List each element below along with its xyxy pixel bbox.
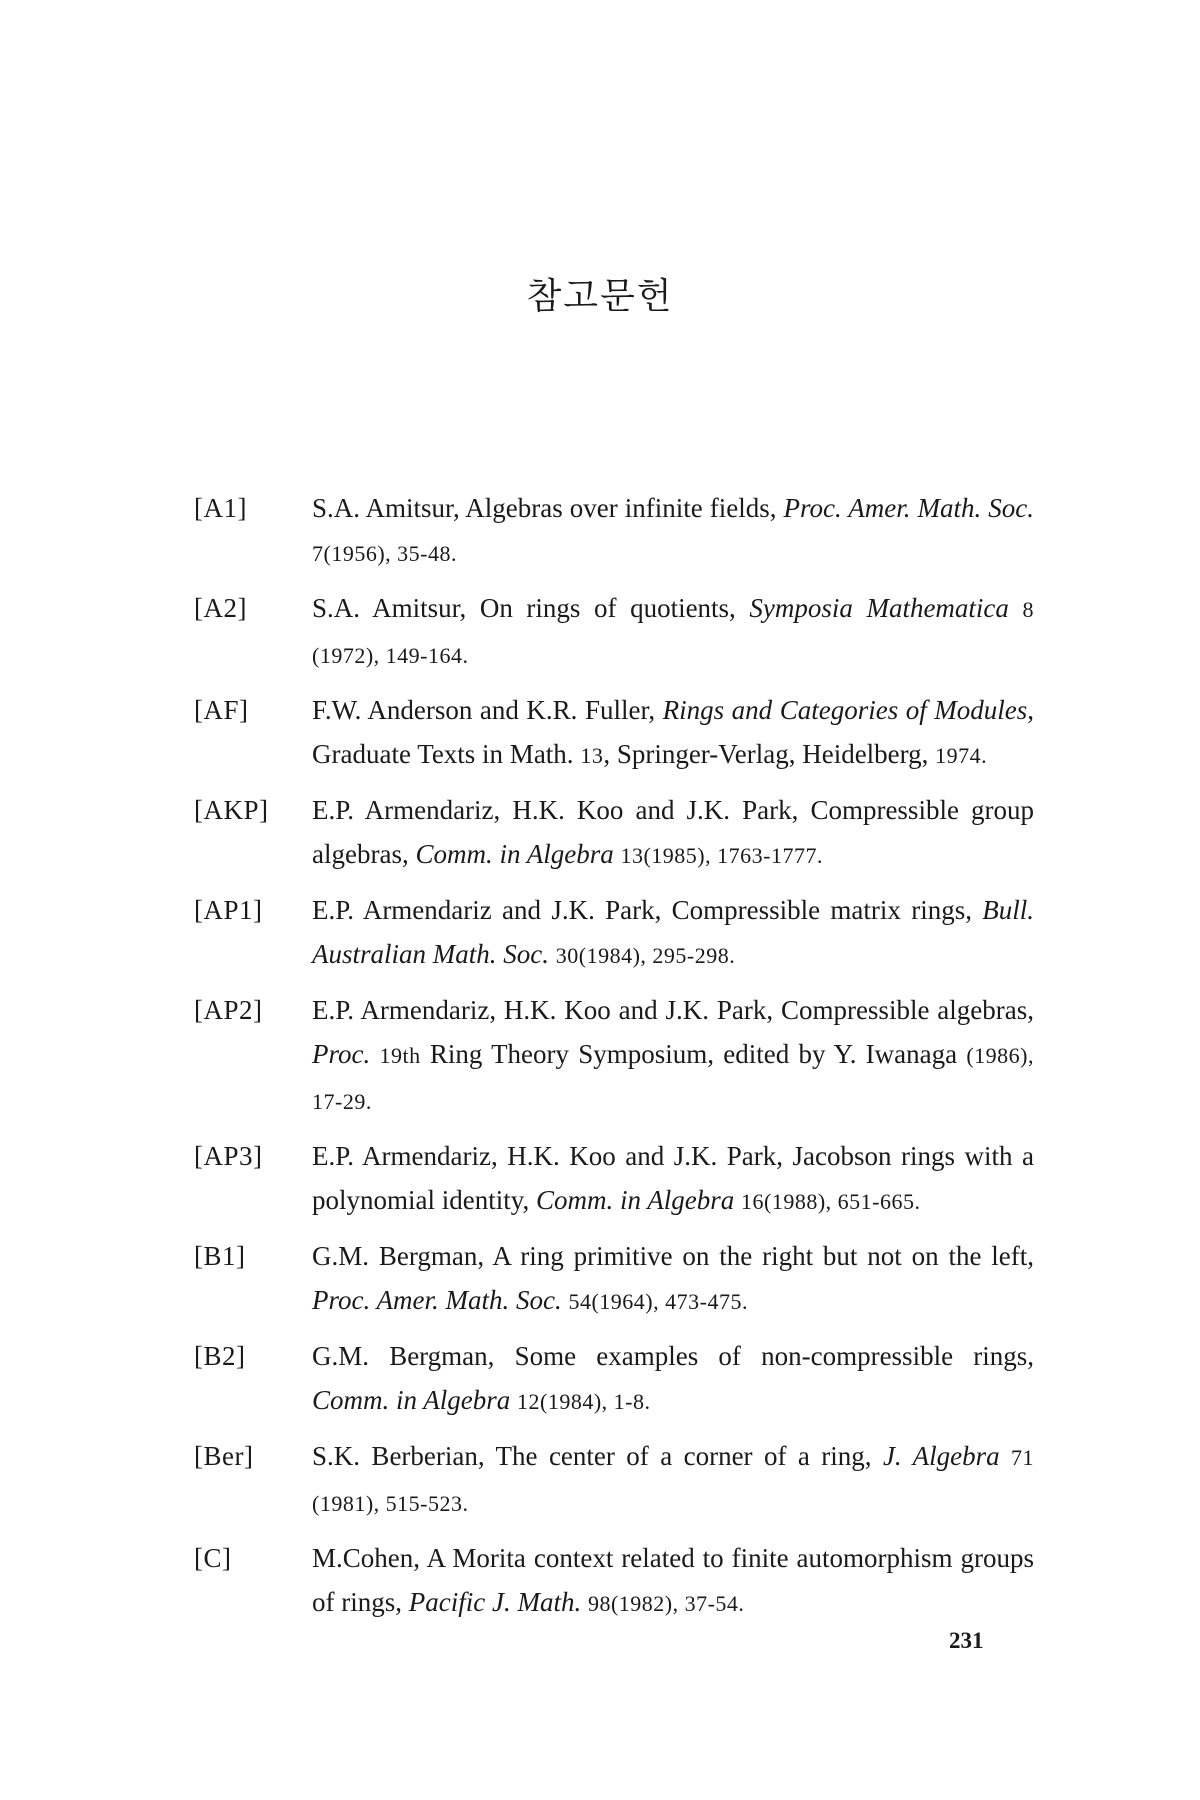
reference-part: 16(1988), 651-665.	[741, 1189, 921, 1214]
reference-part: 54(1964), 473-475.	[568, 1289, 748, 1314]
reference-part: G.M. Bergman, Some examples of non-compressible rings,	[312, 1341, 1034, 1371]
reference-part: S.A. Amitsur, Algebras over infinite fields,	[312, 493, 784, 523]
reference-key: [B2]	[194, 1341, 246, 1371]
reference-part	[510, 1385, 517, 1415]
page-title: 참고문헌	[526, 276, 674, 317]
reference-journal: Rings and Categories of Modules	[662, 695, 1028, 725]
reference-journal: Proc. Amer. Math. Soc.	[783, 493, 1034, 523]
reference-part	[581, 1587, 588, 1617]
reference-text	[312, 486, 1034, 576]
reference-part: , Springer-Verlag, Heidelberg,	[603, 739, 936, 769]
reference-text	[312, 988, 1034, 1124]
reference-part	[549, 939, 556, 969]
reference-key: [AP1]	[194, 895, 263, 925]
reference-entry	[194, 1536, 1034, 1626]
reference-journal: Symposia Mathematica	[749, 593, 1009, 623]
reference-part: 19th	[379, 1043, 421, 1068]
reference-part: 12(1984), 1-8.	[517, 1389, 651, 1414]
reference-part: 13	[580, 743, 604, 768]
reference-part	[734, 1185, 741, 1215]
reference-key: [AKP]	[194, 795, 269, 825]
reference-part: 71 (1981), 515-523.	[312, 1445, 1035, 1516]
reference-part: F.W. Anderson and K.R. Fuller,	[312, 695, 663, 725]
reference-journal: Proc.	[312, 1039, 371, 1069]
reference-key: [Ber]	[194, 1441, 254, 1471]
reference-part: Ring Theory Symposium, edited by Y. Iwanaga	[420, 1039, 967, 1069]
reference-key: [A2]	[194, 593, 247, 623]
reference-part: 7(1956), 35-48.	[312, 541, 457, 566]
reference-journal: Bull. Australian Math. Soc.	[312, 895, 1034, 969]
reference-journal: Comm. in Algebra	[415, 839, 614, 869]
reference-entry	[194, 688, 1034, 778]
reference-entry	[194, 1134, 1034, 1224]
reference-journal: Pacific J. Math.	[408, 1587, 582, 1617]
reference-part: G.M. Bergman, A ring primitive on the right but not on the left,	[312, 1241, 1034, 1271]
reference-part: S.K. Berberian, The center of a corner of a ring,	[312, 1441, 883, 1471]
reference-part: 1974.	[935, 743, 988, 768]
reference-key: [AF]	[194, 695, 249, 725]
reference-key: [AP3]	[194, 1141, 263, 1171]
reference-text	[312, 788, 1034, 878]
reference-text	[312, 1536, 1034, 1626]
reference-text	[312, 888, 1034, 978]
reference-entry	[194, 586, 1034, 678]
reference-part: S.A. Amitsur, On rings of quotients,	[312, 593, 750, 623]
reference-text	[312, 1134, 1034, 1224]
reference-text	[312, 586, 1034, 678]
reference-journal: Comm. in Algebra	[312, 1385, 511, 1415]
reference-key: [B1]	[194, 1241, 246, 1271]
reference-entry	[194, 988, 1034, 1124]
reference-part	[1009, 593, 1023, 623]
reference-key: [AP2]	[194, 995, 263, 1025]
reference-part: E.P. Armendariz, H.K. Koo and J.K. Park, Jacobson rings with a polynomial identity,	[312, 1141, 1034, 1215]
reference-part: E.P. Armendariz, H.K. Koo and J.K. Park, Compressible algebras,	[312, 995, 1034, 1025]
reference-text	[312, 1434, 1034, 1526]
reference-text	[312, 1334, 1034, 1424]
reference-entry	[194, 888, 1034, 978]
page-number: 231	[949, 1628, 984, 1653]
reference-part: (1986), 17-29.	[312, 1043, 1035, 1114]
reference-entry	[194, 1334, 1034, 1424]
reference-entry	[194, 486, 1034, 576]
reference-text	[312, 688, 1034, 778]
reference-part: E.P. Armendariz and J.K. Park, Compressible matrix rings,	[312, 895, 983, 925]
reference-entry	[194, 788, 1034, 878]
reference-part	[1000, 1441, 1011, 1471]
reference-journal: Proc. Amer. Math. Soc.	[312, 1285, 562, 1315]
reference-part: 8 (1972), 149-164.	[312, 597, 1034, 668]
reference-key: [A1]	[194, 493, 247, 523]
reference-part: 98(1982), 37-54.	[587, 1591, 745, 1616]
reference-text	[312, 1234, 1034, 1324]
reference-entry	[194, 1434, 1034, 1526]
reference-key: [C]	[194, 1543, 232, 1573]
reference-entry	[194, 1234, 1034, 1324]
reference-part: E.P. Armendariz, H.K. Koo and J.K. Park, Compressible group algebras,	[312, 795, 1034, 869]
reference-part: , Graduate Texts in Math.	[312, 695, 1034, 769]
reference-list	[194, 486, 1034, 1636]
reference-journal: J. Algebra	[882, 1441, 1000, 1471]
reference-part: M.Cohen, A Morita context related to finite automorphism groups of rings,	[312, 1543, 1034, 1617]
reference-part: 13(1985), 1763-1777.	[620, 843, 823, 868]
reference-part: 30(1984), 295-298.	[555, 943, 736, 968]
reference-journal: Comm. in Algebra	[535, 1185, 735, 1215]
